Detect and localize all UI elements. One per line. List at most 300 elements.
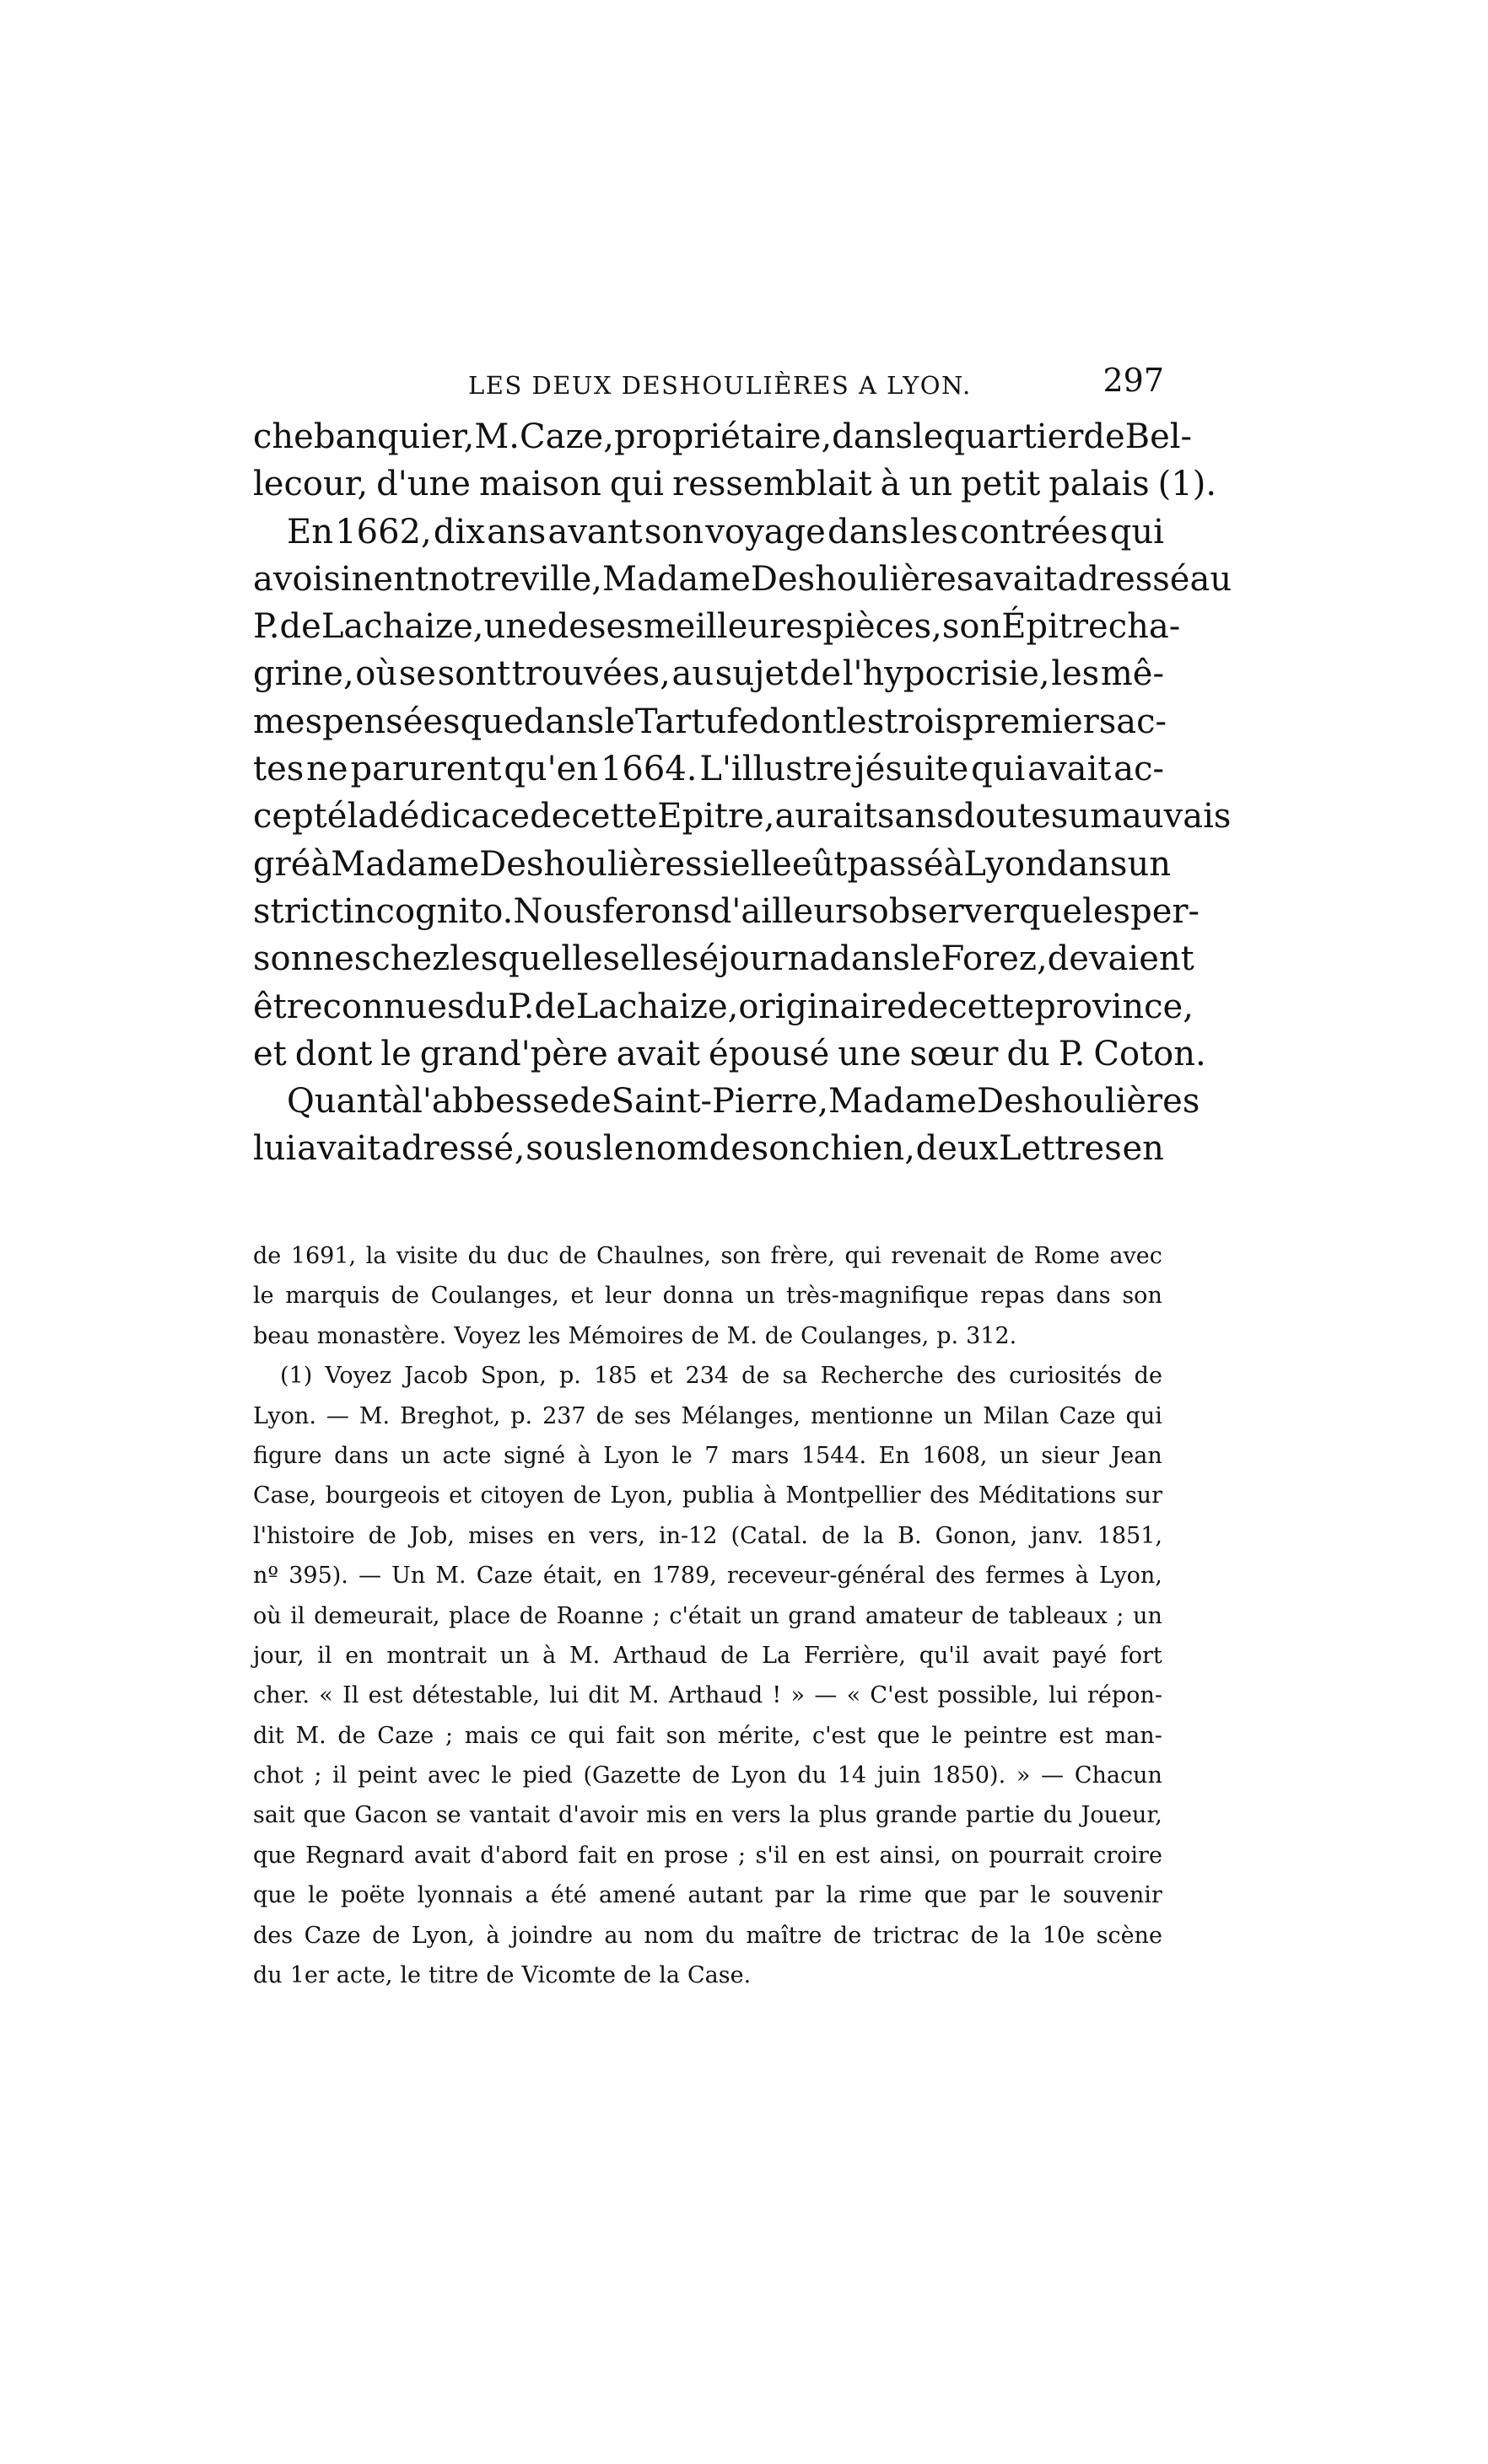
word: vers,: [589, 1522, 645, 1549]
word: le: [671, 1442, 693, 1469]
word: Arthaud: [612, 1642, 708, 1669]
body-line: [253, 650, 1164, 697]
word: mars: [731, 1442, 790, 1469]
word: sait: [253, 1802, 295, 1829]
word: (1).: [1157, 465, 1217, 504]
word: un: [749, 1602, 779, 1629]
word: —: [814, 1682, 838, 1709]
word: que: [1019, 891, 1083, 931]
word: monastère.: [316, 1322, 447, 1349]
word: connues: [322, 987, 465, 1026]
word: sur: [1124, 1482, 1162, 1509]
word: Ferrière,: [803, 1642, 906, 1669]
word: 1662,: [335, 512, 432, 551]
word: que: [253, 1882, 296, 1909]
word: qu'il: [919, 1642, 970, 1669]
word: ;: [445, 1722, 454, 1749]
footnote-line: [253, 1795, 1162, 1835]
word: mérite,: [717, 1722, 801, 1749]
word: Épitre: [1001, 607, 1108, 647]
word: Arthaud: [668, 1682, 763, 1709]
word: doute: [953, 797, 1051, 837]
word: des: [930, 1482, 970, 1509]
word: chez: [371, 939, 450, 979]
word: janv.: [1031, 1522, 1084, 1549]
word: avec: [428, 1762, 481, 1789]
word: de: [709, 1129, 751, 1169]
word: possible,: [937, 1682, 1039, 1709]
word: de: [279, 607, 321, 647]
word: en: [797, 1842, 826, 1869]
word: Lachaize,: [321, 607, 484, 647]
word: cher.: [253, 1682, 310, 1709]
word: tableaux: [1008, 1602, 1108, 1629]
word: de: [569, 1082, 612, 1122]
word: ;: [652, 1602, 660, 1629]
word: du: [797, 1762, 828, 1789]
word: de: [971, 1602, 1000, 1629]
word: ans: [487, 512, 547, 551]
word: 1er: [289, 1962, 329, 1989]
word: le: [253, 1283, 274, 1310]
word: Caze: [377, 1722, 434, 1749]
word: de: [337, 1722, 366, 1749]
word: du: [467, 1243, 498, 1269]
page-number: 297: [1103, 362, 1164, 399]
word: Chaulnes,: [596, 1243, 711, 1269]
word: détestable,: [412, 1682, 540, 1709]
word: p.: [510, 1402, 533, 1429]
footnote-line: [253, 1716, 1162, 1756]
word: du: [705, 1922, 735, 1949]
word: se: [398, 654, 436, 694]
word: où: [253, 1602, 282, 1629]
body-line: [253, 556, 1232, 603]
word: publia: [682, 1482, 755, 1509]
word: le: [602, 1129, 634, 1169]
word: acte,: [336, 1962, 393, 1989]
word: voyage: [705, 512, 826, 551]
word: ,: [1036, 939, 1048, 979]
word: en: [695, 1802, 724, 1829]
word: Jacob: [404, 1363, 468, 1390]
footnote-line: [253, 1916, 1162, 1956]
word: 395).: [288, 1563, 348, 1590]
word: dit: [588, 1682, 619, 1709]
word: ressemblait: [672, 465, 872, 504]
word: B.: [898, 1522, 922, 1549]
word: Joueur,: [1081, 1802, 1162, 1829]
word: très-magnifique: [786, 1283, 969, 1310]
word: qui: [1109, 512, 1164, 551]
word: Gonon,: [935, 1522, 1018, 1549]
word: le: [1030, 1882, 1051, 1909]
word: il: [317, 1642, 332, 1669]
word: c'est: [812, 1722, 866, 1749]
word: ac-: [1113, 750, 1164, 789]
word: dont: [758, 702, 837, 741]
word: vers: [731, 1802, 781, 1829]
word: Jean: [1111, 1442, 1162, 1469]
word: montrait: [386, 1642, 487, 1669]
word: Vicomte: [521, 1962, 616, 1989]
word: la: [826, 1882, 847, 1909]
word: Lyon: [603, 1442, 660, 1469]
word: dans: [832, 417, 913, 456]
word: Montpellier: [785, 1482, 921, 1509]
word: incognito.: [343, 891, 514, 931]
word: autant: [687, 1882, 763, 1909]
footnote-line: [253, 1956, 1162, 1995]
word: nom: [644, 1922, 694, 1949]
word: 1789,: [651, 1563, 717, 1590]
word: dans: [1046, 844, 1128, 884]
word: et: [449, 1482, 472, 1509]
word: «: [319, 1682, 333, 1709]
word: pensées: [322, 702, 461, 741]
word: nº: [253, 1563, 279, 1590]
word: strict: [253, 891, 343, 931]
word: de: [558, 1243, 587, 1269]
body-line: [253, 1125, 1164, 1172]
word: Il: [342, 1682, 359, 1709]
body-line: [253, 460, 1217, 508]
word: son: [644, 512, 704, 551]
word: dans: [1056, 1283, 1111, 1310]
word: un: [908, 465, 953, 504]
body-line: [253, 888, 1200, 935]
word: Case,: [253, 1482, 317, 1509]
word: deux: [915, 1129, 999, 1169]
word: de: [691, 1322, 720, 1349]
word: cette: [948, 987, 1035, 1026]
word: ;: [1116, 1602, 1124, 1629]
word: Caze: [476, 1563, 533, 1590]
word: au: [604, 1922, 633, 1949]
footnote-line: [253, 1396, 1162, 1436]
word: acte: [442, 1442, 492, 1469]
word: 1664.: [600, 750, 698, 789]
word: qui: [971, 750, 1026, 789]
word: grine,: [253, 654, 354, 694]
word: Milan: [983, 1402, 1049, 1429]
word: Caze: [304, 1922, 361, 1949]
word: province,: [1034, 987, 1194, 1026]
word: les: [836, 702, 885, 741]
word: à: [943, 844, 964, 884]
running-title: LES DEUX DESHOULIÈRES A LYON.: [468, 371, 972, 400]
word: Recherche: [820, 1363, 944, 1390]
word: de: [391, 1283, 420, 1310]
word: de: [741, 1363, 770, 1390]
word: Spon,: [480, 1363, 547, 1390]
word: avait: [413, 1842, 471, 1869]
word: M.: [474, 417, 520, 456]
body-line: [253, 603, 1181, 650]
word: dans: [829, 939, 910, 979]
footnotes: [253, 1236, 1162, 1995]
word: (1): [280, 1363, 313, 1390]
word: souvenir: [1063, 1882, 1162, 1909]
word: un: [499, 1642, 530, 1669]
body-line: [253, 1030, 1206, 1078]
word: de: [253, 1243, 282, 1269]
word: c'était: [669, 1602, 741, 1629]
word: avait: [616, 1034, 700, 1073]
word: M.: [726, 1322, 757, 1349]
word: de: [822, 1522, 850, 1549]
word: aurait: [774, 797, 877, 837]
word: Madame: [828, 1082, 977, 1122]
word: adressé: [381, 1129, 515, 1169]
word: amateur: [865, 1602, 962, 1629]
word: il: [332, 1762, 348, 1789]
word: une: [838, 1034, 902, 1073]
word: M.: [628, 1682, 660, 1709]
word: le: [380, 1034, 412, 1073]
word: juin: [876, 1762, 921, 1789]
word: man-: [1104, 1722, 1162, 1749]
footnote-line: [253, 1436, 1162, 1476]
word: à: [486, 1922, 500, 1949]
word: Chacun: [1074, 1762, 1162, 1789]
body-line: [253, 1078, 1200, 1125]
word: Lyon.: [253, 1402, 316, 1429]
word: «: [846, 1682, 861, 1709]
word: de: [1134, 1363, 1162, 1390]
word: lyonnais: [417, 1882, 514, 1909]
word: maison: [478, 465, 601, 504]
word: sonnes: [253, 939, 372, 979]
word: Gacon: [354, 1802, 428, 1829]
word: ;: [737, 1842, 747, 1869]
word: quartier: [943, 417, 1084, 456]
word: 1544.: [801, 1442, 867, 1469]
word: scène: [1096, 1922, 1162, 1949]
word: cette: [571, 797, 658, 837]
word: de: [534, 987, 576, 1026]
word: citoyen: [480, 1482, 564, 1509]
word: sont: [437, 654, 511, 694]
word: son: [720, 1243, 762, 1269]
word: avait: [973, 559, 1058, 599]
word: Lyon,: [1098, 1563, 1162, 1590]
word: de: [596, 1402, 624, 1429]
word: 185: [593, 1363, 638, 1390]
word: est: [368, 1682, 403, 1709]
word: du: [1006, 1034, 1050, 1073]
word: (Catal.: [731, 1522, 808, 1549]
word: M.: [569, 1642, 601, 1669]
word: de: [573, 1482, 601, 1509]
word: qui: [568, 1722, 605, 1749]
word: En: [878, 1442, 910, 1469]
word: peintre: [963, 1722, 1048, 1749]
word: propriétaire,: [613, 417, 833, 456]
word: sieur: [1041, 1442, 1099, 1469]
word: gré: [253, 844, 311, 884]
word: à: [577, 1442, 591, 1469]
footnote-line: [253, 1875, 1162, 1915]
word: sous: [526, 1129, 603, 1169]
word: de: [547, 607, 589, 647]
word: repas: [980, 1283, 1045, 1310]
word: et: [570, 1283, 594, 1310]
word: un: [999, 1442, 1029, 1469]
word: est: [1059, 1722, 1093, 1749]
word: Quant: [287, 1082, 392, 1122]
word: fermes: [985, 1563, 1065, 1590]
word: 14: [837, 1762, 867, 1789]
word: grand: [788, 1602, 857, 1629]
word: croire: [1093, 1842, 1162, 1869]
word: —: [359, 1563, 381, 1590]
footnote-line: [253, 1236, 1162, 1276]
word: un: [1133, 1602, 1162, 1629]
word: de: [906, 987, 949, 1026]
word: était,: [542, 1563, 603, 1590]
word: Job,: [409, 1522, 455, 1549]
word: mes: [253, 702, 323, 741]
word: ainsi,: [879, 1842, 941, 1869]
word: où: [355, 654, 398, 694]
word: che: [253, 417, 314, 456]
word: Tartufe: [634, 702, 759, 741]
word: elle: [730, 844, 792, 884]
word: d'une: [376, 465, 471, 504]
word: fait: [616, 1722, 655, 1749]
word: de: [720, 1642, 749, 1669]
word: la: [863, 1522, 885, 1549]
word: d'abord: [480, 1842, 569, 1869]
word: En: [287, 512, 333, 551]
word: (Gazette: [583, 1762, 682, 1789]
word: leur: [605, 1283, 651, 1310]
word: place: [449, 1602, 511, 1629]
word: dans: [334, 1442, 389, 1469]
word: 1691,: [290, 1243, 357, 1269]
footnote-line: [253, 1756, 1162, 1795]
word: Madame: [331, 844, 480, 884]
word: frère,: [770, 1243, 835, 1269]
word: avec: [1109, 1243, 1162, 1269]
word: si: [702, 844, 731, 884]
footnote-line: [253, 1276, 1162, 1315]
word: à: [542, 1642, 557, 1669]
word: ne: [306, 750, 348, 789]
word: Forez: [941, 939, 1037, 979]
word: la: [789, 1802, 811, 1829]
body-line: [253, 413, 1193, 460]
footnote-line: [253, 1636, 1162, 1676]
word: lesquelles: [450, 939, 621, 979]
word: 10e: [1042, 1922, 1086, 1949]
word: ac-: [1116, 702, 1167, 741]
word: fait: [578, 1842, 617, 1869]
footnote-line: [253, 1476, 1162, 1515]
word: duc: [506, 1243, 549, 1269]
word: joindre: [510, 1922, 593, 1949]
word: marquis: [285, 1283, 380, 1310]
body-line: [253, 841, 1171, 888]
word: lui: [253, 1129, 297, 1169]
word: et: [650, 1363, 673, 1390]
word: que: [924, 1882, 968, 1909]
word: fort: [1119, 1642, 1162, 1669]
word: le: [604, 702, 635, 741]
body-line: [253, 745, 1164, 793]
word: parurent: [350, 750, 502, 789]
word: per-: [1130, 891, 1200, 931]
word: poëte: [340, 1882, 406, 1909]
word: les: [1082, 891, 1131, 931]
word: chot: [253, 1762, 304, 1789]
word: à: [763, 1482, 777, 1509]
word: chien,: [811, 1129, 915, 1169]
word: Lyon,: [411, 1922, 475, 1949]
word: sans: [876, 797, 954, 837]
word: originaire: [738, 987, 907, 1026]
word: peint: [358, 1762, 418, 1789]
word: trouvées,: [511, 654, 671, 694]
word: de: [623, 1962, 652, 1989]
footnote-line: [253, 1516, 1162, 1556]
word: qui: [609, 465, 665, 504]
word: est: [835, 1842, 871, 1869]
word: Roanne: [556, 1602, 644, 1629]
word: adressé: [1057, 559, 1190, 599]
word: Caze: [1059, 1402, 1116, 1429]
word: 1851,: [1097, 1522, 1162, 1549]
word: figure: [253, 1442, 322, 1469]
body-line: [253, 983, 1194, 1030]
body-line: [253, 508, 1164, 556]
word: de: [368, 1522, 396, 1549]
word: Epitre,: [657, 797, 775, 837]
word: Voyez: [454, 1322, 520, 1349]
word: elle: [620, 939, 682, 979]
word: Deshoulières: [750, 559, 974, 599]
word: du: [253, 1962, 283, 1989]
word: Madame: [602, 559, 751, 599]
word: Rome: [1033, 1243, 1100, 1269]
word: beau: [253, 1322, 310, 1349]
word: Nous: [513, 891, 602, 931]
word: »: [1016, 1762, 1031, 1789]
word: su: [1050, 797, 1091, 837]
word: lui: [1049, 1682, 1078, 1709]
word: 1608,: [922, 1442, 988, 1469]
word: en: [547, 1522, 576, 1549]
word: Voyez: [325, 1363, 392, 1390]
word: le: [931, 1722, 952, 1749]
word: 234: [685, 1363, 730, 1390]
word: in-12: [658, 1522, 718, 1549]
word: revenait: [891, 1243, 987, 1269]
word: jour,: [253, 1642, 305, 1669]
word: que: [253, 1842, 296, 1869]
word: que: [303, 1802, 347, 1829]
word: Case.: [687, 1962, 752, 1989]
word: dix: [433, 512, 485, 551]
word: se: [435, 1802, 461, 1829]
word: à: [391, 1082, 412, 1122]
word: !: [772, 1682, 782, 1709]
word: jésuite: [855, 750, 969, 789]
word: de: [486, 1962, 515, 1989]
word: d'ailleurs: [709, 891, 869, 931]
word: répon-: [1087, 1682, 1162, 1709]
